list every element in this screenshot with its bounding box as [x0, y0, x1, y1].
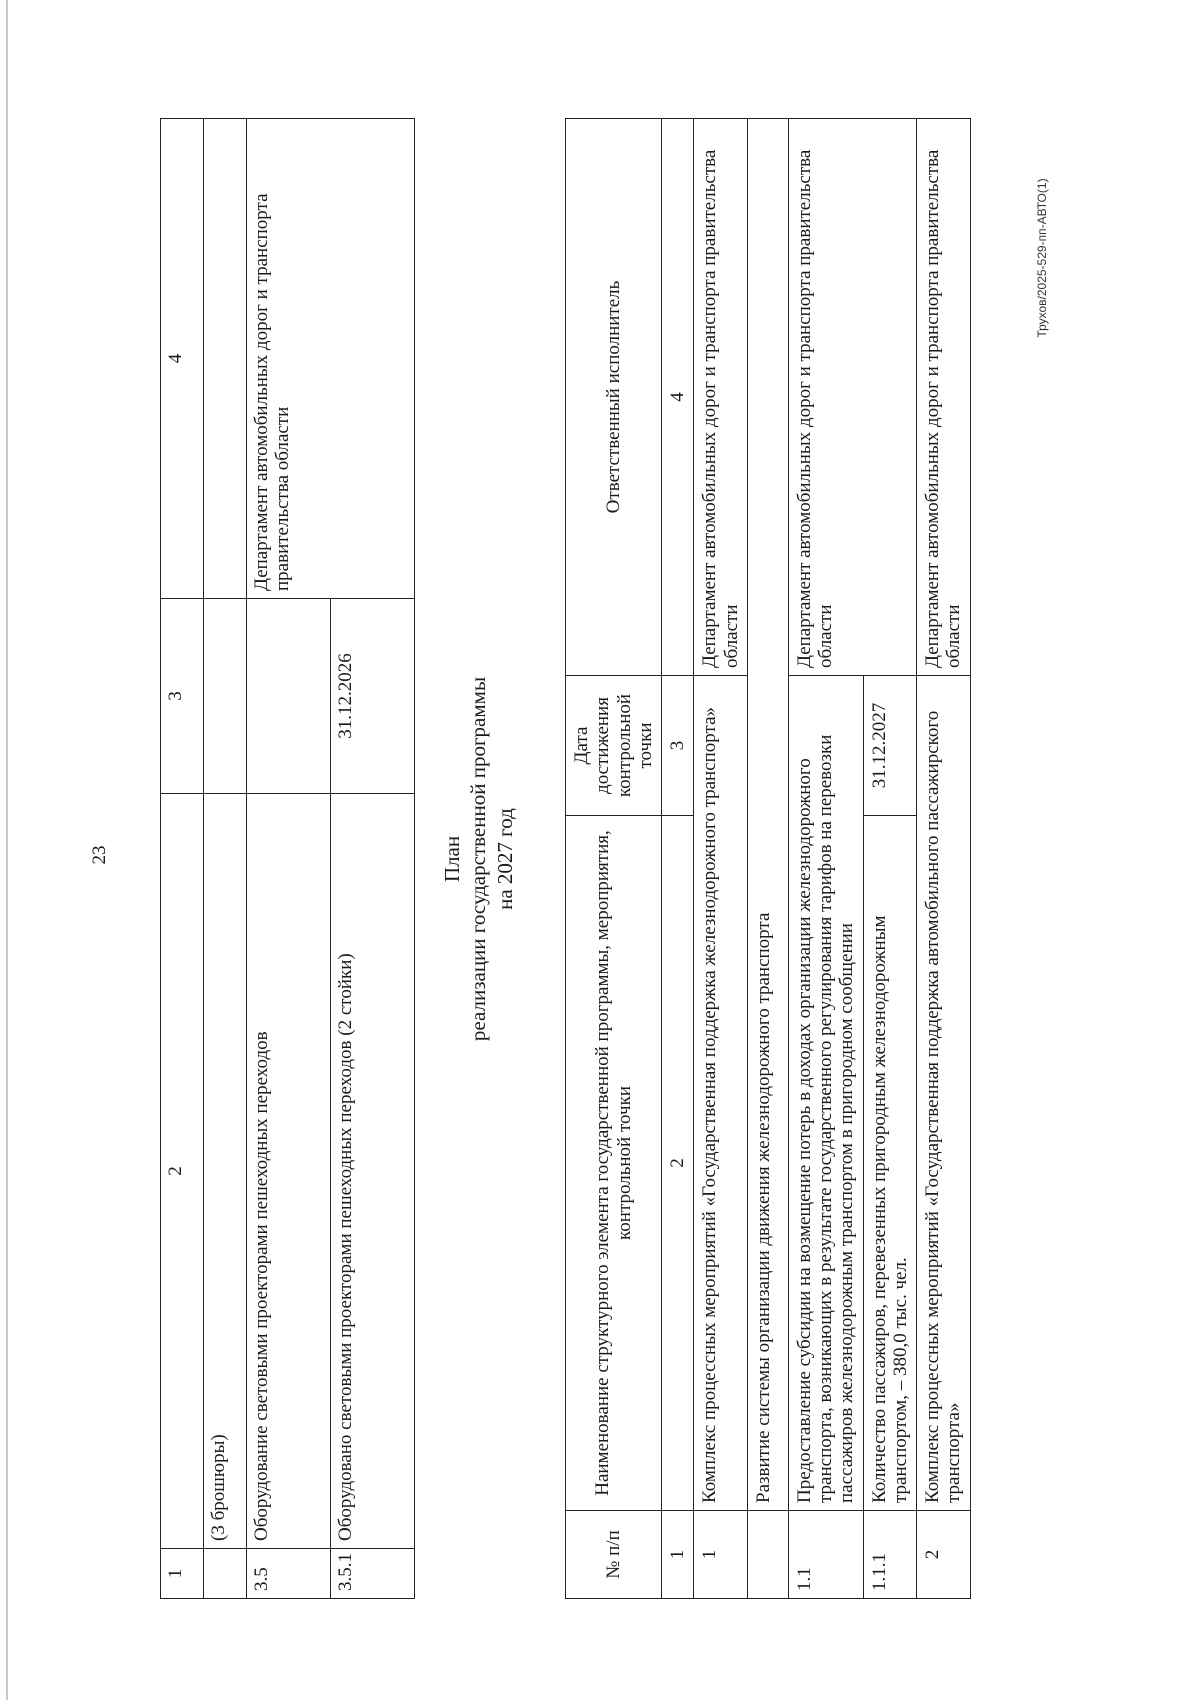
- row-executor: [204, 119, 247, 599]
- row-executor: Департамент автомобильных дорог и транспорта правительства области: [247, 119, 415, 599]
- row-date: [204, 599, 247, 794]
- row-name: Комплекс процессных мероприятий «Государственная поддержка железнодорожного транспорта»: [694, 676, 748, 1511]
- table-row: [247, 119, 331, 1599]
- row-name: (3 брошюры): [204, 794, 247, 1549]
- header-executor: Ответственный исполнитель: [566, 119, 662, 676]
- row-executor: Департамент автомобильных дорог и транспорта правительства области: [694, 119, 748, 676]
- header-num: № п/п: [566, 1511, 662, 1599]
- row-name: Комплекс процессных мероприятий «Государственная поддержка автомобильного пассажирского транспорта»: [917, 676, 971, 1511]
- plan-title-line: реализации государственной программы: [466, 676, 491, 1042]
- row-number: 1: [694, 1511, 748, 1599]
- row-number: 3.5.1: [331, 1549, 415, 1599]
- table-row: [917, 119, 971, 1599]
- column-number-row: [161, 119, 204, 1599]
- scan-edge: [6, 0, 8, 1700]
- row-number: [204, 1549, 247, 1599]
- row-name: Оборудовано световыми проекторами пешеходных переходов (2 стойки): [331, 794, 415, 1549]
- subheading: Развитие системы организации движения железнодорожного транспорта: [747, 119, 788, 1511]
- row-number: 2: [917, 1511, 971, 1599]
- plan-title: [415, 119, 565, 1599]
- row-name: Оборудование световыми проекторами пешеходных переходов: [247, 794, 331, 1549]
- row-number: 3.5: [247, 1549, 331, 1599]
- row-executor: Департамент автомобильных дорог и транспорта правительства области: [788, 119, 916, 676]
- row-number: [747, 1511, 788, 1599]
- col-number: 4: [662, 119, 694, 676]
- row-name: Предоставление субсидии на возмещение потерь в доходах организации железнодорожного транспорта, возникающих в результате государственного регулирования тарифов на перевозки пассажиров железнодорожным транспортом в пригородном сообщении: [788, 676, 863, 1511]
- row-date: [247, 599, 331, 794]
- column-header-row: [566, 119, 662, 1599]
- col-number: 3: [161, 599, 204, 794]
- row-name: Количество пассажиров, перевезенных пригородным железнодорожным транспортом, – 380,0 тыс. чел.: [863, 816, 917, 1511]
- row-number: 1.1: [788, 1511, 863, 1599]
- table-row: [694, 119, 748, 1599]
- row-date: 31.12.2026: [331, 599, 415, 794]
- footer-document-code: Трухов/2025-529-пп-АВТО(1): [1035, 178, 1049, 338]
- col-number: 1: [161, 1549, 204, 1599]
- row-executor: Департамент автомобильных дорог и транспорта правительства области: [917, 119, 971, 676]
- rotated-page-content: [160, 119, 1185, 1599]
- continuation-table: [160, 118, 415, 1599]
- col-number: 3: [662, 676, 694, 816]
- table-row: [204, 119, 247, 1599]
- header-name: Наименование структурного элемента государственной программы, мероприятия, контрольной точки: [566, 816, 662, 1511]
- col-number: 1: [662, 1511, 694, 1599]
- column-number-row: [662, 119, 694, 1599]
- row-number: 1.1.1: [863, 1511, 917, 1599]
- col-number: 2: [662, 816, 694, 1511]
- table-row: [788, 119, 863, 1599]
- plan-title-line: План: [440, 835, 464, 883]
- row-date: 31.12.2027: [863, 676, 917, 816]
- plan-table: [565, 118, 971, 1599]
- col-number: 4: [161, 119, 204, 599]
- plan-title-line: на 2027 год: [492, 808, 517, 910]
- col-number: 2: [161, 794, 204, 1549]
- table-row: [747, 119, 788, 1599]
- page-number: 23: [89, 845, 110, 865]
- header-date: Дата достижения контрольной точки: [566, 676, 662, 816]
